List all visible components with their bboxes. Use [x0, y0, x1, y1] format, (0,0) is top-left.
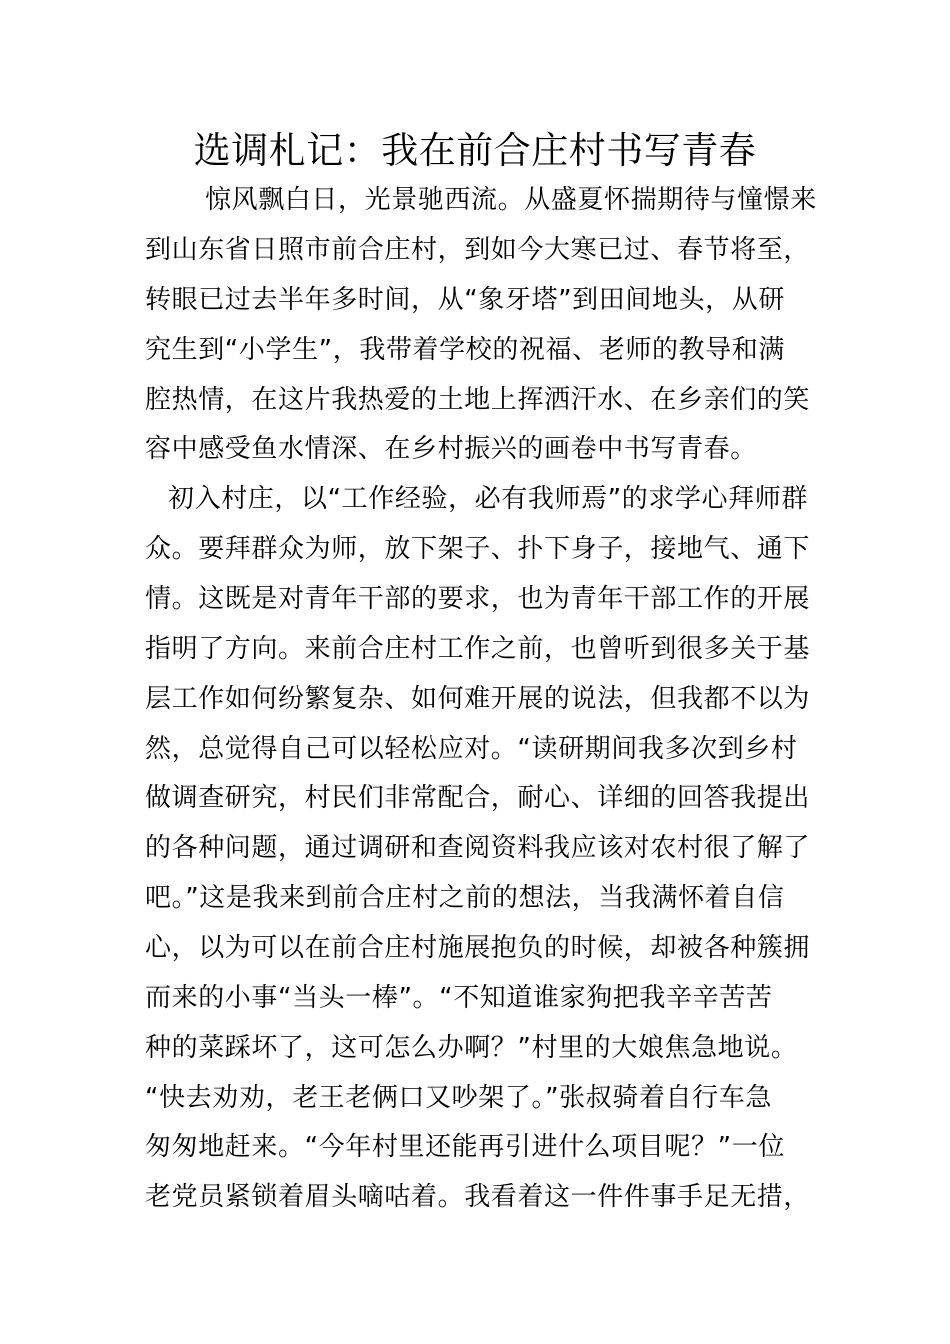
paragraph-line: 老党员紧锁着眉头嘀咕着。我看着这一件件事手足无措，: [145, 1182, 811, 1212]
paragraph-line: 的各种问题，通过调研和查阅资料我应该对农村很了解了: [145, 833, 811, 863]
paragraph-line: 容中感受鱼水情深、在乡村振兴的画卷中书写青春。: [145, 434, 757, 464]
document-title: 选调札记：我在前合庄村书写青春: [193, 129, 757, 172]
paragraph-line: 究生到“小学生”，我带着学校的祝福、老师的教导和满: [145, 335, 785, 365]
paragraph-line: 惊风飘白日，光景驰西流。从盛夏怀揣期待与憧憬来: [205, 185, 817, 215]
paragraph-line: 到山东省日照市前合庄村，到如今大寒已过、春节将至，: [145, 235, 811, 265]
paragraph-line: 吧。”这是我来到前合庄村之前的想法，当我满怀着自信: [145, 883, 785, 913]
paragraph-line: 匆匆地赶来。“今年村里还能再引进什么项目呢？”一位: [145, 1132, 785, 1162]
paragraph-line: 种的菜踩坏了，这可怎么办啊？”村里的大娘焦急地说。: [145, 1033, 798, 1063]
paragraph-line: 指明了方向。来前合庄村工作之前，也曾听到很多关于基: [145, 634, 811, 664]
paragraph-line: 然，总觉得自己可以轻松应对。“读研期间我多次到乡村: [145, 734, 798, 764]
paragraph-line: 腔热情，在这片我热爱的土地上挥洒汗水、在乡亲们的笑: [145, 385, 811, 415]
paragraph-line: “快去劝劝，老王老俩口又吵架了。”张叔骑着自行车急: [145, 1083, 772, 1113]
paragraph-line: 情。这既是对青年干部的要求，也为青年干部工作的开展: [145, 584, 811, 614]
paragraph-line: 而来的小事“当头一棒”。“不知道谁家狗把我辛辛苦苦: [145, 983, 773, 1013]
paragraph-line: 层工作如何纷繁复杂、如何难开展的说法，但我都不以为: [145, 684, 811, 714]
paragraph-line: 心，以为可以在前合庄村施展抱负的时候，却被各种簇拥: [145, 933, 811, 963]
paragraph-line: 做调查研究，村民们非常配合，耐心、详细的回答我提出: [145, 783, 811, 813]
paragraph-line: 初入村庄，以“工作经验，必有我师焉”的求学心拜师群: [168, 484, 808, 514]
paragraph-line: 转眼已过去半年多时间，从“象牙塔”到田间地头，从研: [145, 285, 785, 315]
paragraph-line: 众。要拜群众为师，放下架子、扑下身子，接地气、通下: [145, 534, 811, 564]
